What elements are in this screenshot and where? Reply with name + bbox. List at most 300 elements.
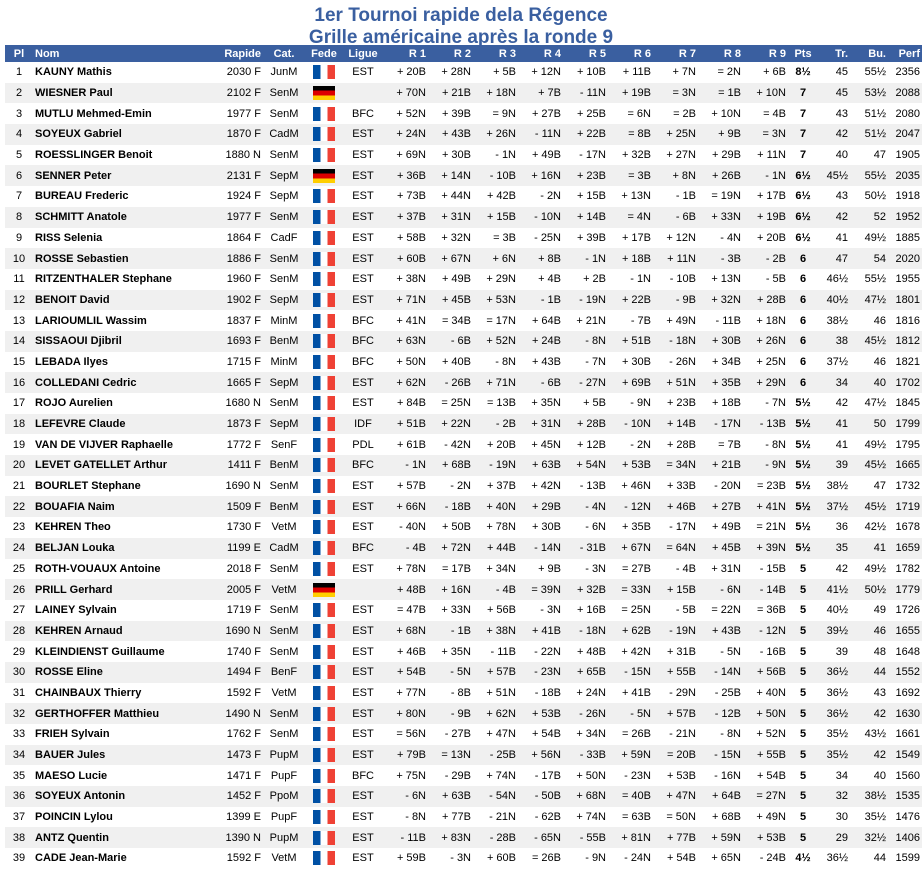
category-cell: SepM — [269, 169, 299, 182]
round-8-result: + 64B — [711, 790, 741, 803]
category-cell: SenM — [269, 397, 299, 410]
buchholz-cell: 45½ — [864, 500, 886, 513]
points-cell: 5 — [799, 686, 807, 699]
round-8-result: + 21B — [711, 459, 741, 472]
header-league[interactable]: Ligue — [348, 47, 378, 60]
round-2-result: + 28N — [441, 66, 471, 79]
performance-cell: 1599 — [895, 852, 920, 865]
table-row — [5, 724, 922, 745]
round-8-result: = 7B — [718, 438, 741, 451]
round-5-result: + 50N — [576, 769, 606, 782]
round-9-result: + 53B — [756, 831, 786, 844]
round-1-result: + 84B — [396, 397, 426, 410]
tiebreak-tr-cell: 36½ — [826, 852, 848, 865]
points-cell: 5 — [799, 604, 807, 617]
round-3-result: + 71N — [486, 376, 516, 389]
france-flag-icon — [313, 438, 335, 452]
points-cell: 5½ — [795, 418, 811, 431]
round-4-result: - 3N — [540, 604, 561, 617]
points-cell: 6½ — [795, 231, 811, 244]
round-9-result: + 25N — [756, 355, 786, 368]
tiebreak-tr-cell: 38 — [835, 335, 848, 348]
rating-cell: 1977 F — [226, 211, 261, 224]
table-row — [5, 228, 922, 249]
federation-cell — [305, 228, 343, 249]
header-rating[interactable]: Rapide — [224, 47, 261, 60]
player-name: PRILL Gerhard — [35, 583, 113, 596]
player-name: SENNER Peter — [35, 169, 112, 182]
table-row — [5, 290, 922, 311]
player-name: LEVET GATELLET Arthur — [35, 459, 167, 472]
table-row — [5, 476, 922, 497]
category-cell: MinM — [270, 355, 298, 368]
header-tiebreak-tr[interactable]: Tr. — [835, 47, 848, 60]
round-7-result: + 14B — [666, 418, 696, 431]
france-flag-icon — [313, 148, 335, 162]
category-cell: SenM — [269, 707, 299, 720]
round-7-result: + 28B — [666, 438, 696, 451]
league-cell: EST — [352, 604, 374, 617]
round-8-result: + 31N — [711, 562, 741, 575]
player-name: ROJO Aurelien — [35, 397, 113, 410]
tiebreak-tr-cell: 45½ — [826, 169, 848, 182]
round-1-result: + 73B — [396, 190, 426, 203]
place-cell: 30 — [12, 666, 26, 679]
round-3-result: - 19N — [489, 459, 516, 472]
round-6-result: - 7B — [630, 314, 651, 327]
round-7-result: + 12N — [666, 231, 696, 244]
category-cell: SenM — [269, 480, 299, 493]
header-round-5[interactable]: R 5 — [588, 47, 606, 60]
league-cell: PDL — [352, 438, 374, 451]
league-cell: EST — [352, 562, 374, 575]
france-flag-icon — [313, 107, 335, 121]
header-points[interactable]: Pts — [794, 47, 812, 60]
round-2-result: + 83N — [441, 831, 471, 844]
header-buchholz[interactable]: Bu. — [868, 47, 886, 60]
performance-cell: 1885 — [895, 231, 920, 244]
round-1-result: + 37B — [396, 211, 426, 224]
round-7-result: - 17N — [669, 521, 696, 534]
league-cell: BFC — [352, 459, 374, 472]
points-cell: 5½ — [795, 438, 811, 451]
round-4-result: + 27B — [531, 107, 561, 120]
league-cell: EST — [352, 707, 374, 720]
points-cell: 5 — [799, 749, 807, 762]
performance-cell: 1719 — [895, 500, 920, 513]
buchholz-cell: 45½ — [864, 335, 886, 348]
round-5-result: - 19N — [579, 293, 606, 306]
header-round-9[interactable]: R 9 — [768, 47, 786, 60]
table-row — [5, 207, 922, 228]
table-row — [5, 807, 922, 828]
round-7-result: + 57B — [666, 707, 696, 720]
round-6-result: = 27B — [621, 562, 651, 575]
france-flag-icon — [313, 645, 335, 659]
rating-cell: 1690 N — [225, 480, 261, 493]
round-6-result: = 63B — [621, 811, 651, 824]
player-name: GERTHOFFER Matthieu — [35, 707, 160, 720]
federation-cell — [305, 827, 343, 848]
buchholz-cell: 50½ — [864, 190, 886, 203]
round-8-result: + 26B — [711, 169, 741, 182]
federation-cell — [305, 393, 343, 414]
round-9-result: = 21N — [756, 521, 786, 534]
tiebreak-tr-cell: 42 — [835, 128, 848, 141]
round-8-result: = 22N — [711, 604, 741, 617]
category-cell: CadM — [269, 542, 299, 555]
player-name: BUREAU Frederic — [35, 190, 129, 203]
round-9-result: + 29N — [756, 376, 786, 389]
round-3-result: + 37B — [486, 480, 516, 493]
tiebreak-tr-cell: 32 — [835, 790, 848, 803]
header-round-3[interactable]: R 3 — [498, 47, 516, 60]
round-8-result: + 49B — [711, 521, 741, 534]
table-row — [5, 186, 922, 207]
france-flag-icon — [313, 293, 335, 307]
header-round-2[interactable]: R 2 — [453, 47, 471, 60]
standings-body — [5, 62, 922, 869]
tiebreak-tr-cell: 38½ — [826, 480, 848, 493]
round-5-result: + 22B — [576, 128, 606, 141]
tiebreak-tr-cell: 37½ — [826, 355, 848, 368]
round-4-result: + 45N — [531, 438, 561, 451]
player-name: SCHMITT Anatole — [35, 211, 127, 224]
tiebreak-tr-cell: 39 — [835, 645, 848, 658]
round-2-result: + 31N — [441, 211, 471, 224]
federation-cell — [305, 269, 343, 290]
player-name: ROSSE Eline — [35, 666, 103, 679]
round-1-result: + 41N — [396, 314, 426, 327]
federation-cell — [305, 455, 343, 476]
performance-cell: 1560 — [895, 769, 920, 782]
performance-cell: 1795 — [895, 438, 920, 451]
category-cell: SenM — [269, 562, 299, 575]
france-flag-icon — [313, 748, 335, 762]
france-flag-icon — [313, 789, 335, 803]
round-2-result: + 49B — [441, 273, 471, 286]
buchholz-cell: 55½ — [864, 66, 886, 79]
round-3-result: + 34N — [486, 562, 516, 575]
table-row — [5, 703, 922, 724]
performance-cell: 1476 — [895, 811, 920, 824]
place-cell: 37 — [12, 811, 26, 824]
league-cell: BFC — [352, 314, 374, 327]
category-cell: PupF — [270, 811, 298, 824]
federation-cell — [305, 310, 343, 331]
round-3-result: - 2B — [495, 418, 516, 431]
category-cell: BenF — [270, 666, 298, 679]
points-cell: 5½ — [795, 500, 811, 513]
round-9-result: - 5B — [765, 273, 786, 286]
round-1-result: + 46B — [396, 645, 426, 658]
place-cell: 3 — [15, 107, 23, 120]
round-5-result: - 6N — [585, 521, 606, 534]
points-cell: 7 — [799, 87, 807, 100]
header-federation[interactable]: Fede — [311, 47, 337, 60]
rating-cell: 2030 F — [226, 66, 261, 79]
player-name: FRIEH Sylvain — [35, 728, 110, 741]
round-8-result: - 17N — [714, 418, 741, 431]
performance-cell: 1692 — [895, 686, 920, 699]
round-3-result: = 9N — [492, 107, 516, 120]
round-9-result: = 36B — [756, 604, 786, 617]
performance-cell: 2088 — [895, 87, 920, 100]
round-6-result: = 26B — [621, 728, 651, 741]
round-5-result: + 15B — [576, 190, 606, 203]
header-round-1[interactable]: R 1 — [408, 47, 426, 60]
header-round-6[interactable]: R 6 — [633, 47, 651, 60]
buchholz-cell: 47 — [873, 149, 886, 162]
round-8-result: - 3B — [720, 252, 741, 265]
round-8-result: - 5N — [720, 645, 741, 658]
round-1-result: + 36B — [396, 169, 426, 182]
player-name: BELJAN Louka — [35, 542, 115, 555]
round-2-result: + 14N — [441, 169, 471, 182]
france-flag-icon — [313, 231, 335, 245]
performance-cell: 1812 — [895, 335, 920, 348]
performance-cell: 1549 — [895, 749, 920, 762]
round-7-result: + 7N — [672, 66, 696, 79]
round-2-result: + 40B — [441, 355, 471, 368]
player-name: COLLEDANI Cedric — [35, 376, 137, 389]
buchholz-cell: 42½ — [864, 521, 886, 534]
round-5-result: - 33B — [579, 749, 606, 762]
category-cell: PpoM — [269, 790, 299, 803]
player-name: LEFEVRE Claude — [35, 418, 126, 431]
header-name[interactable]: Nom — [35, 47, 60, 60]
points-cell: 6½ — [795, 169, 811, 182]
performance-cell: 1845 — [895, 397, 920, 410]
performance-cell: 2080 — [895, 107, 920, 120]
league-cell: BFC — [352, 335, 374, 348]
round-8-result: + 43B — [711, 624, 741, 637]
round-3-result: + 44B — [486, 542, 516, 555]
round-4-result: + 24B — [531, 335, 561, 348]
place-cell: 12 — [12, 293, 26, 306]
france-flag-icon — [313, 665, 335, 679]
round-6-result: + 51B — [621, 335, 651, 348]
table-row — [5, 641, 922, 662]
tiebreak-tr-cell: 39½ — [826, 624, 848, 637]
league-cell — [343, 579, 383, 600]
round-1-result: + 52N — [396, 107, 426, 120]
france-flag-icon — [313, 376, 335, 390]
points-cell: 5 — [799, 790, 807, 803]
round-2-result: + 68B — [441, 459, 471, 472]
performance-cell: 1648 — [895, 645, 920, 658]
round-7-result: = 50N — [666, 811, 696, 824]
france-flag-icon — [313, 831, 335, 845]
federation-cell — [305, 724, 343, 745]
player-name: LAINEY Sylvain — [35, 604, 117, 617]
round-5-result: + 24N — [576, 686, 606, 699]
round-5-result: - 8N — [585, 335, 606, 348]
rating-cell: 1592 F — [226, 852, 261, 865]
round-3-result: + 60B — [486, 852, 516, 865]
round-7-result: + 53B — [666, 769, 696, 782]
player-name: VAN DE VIJVER Raphaelle — [35, 438, 173, 451]
round-4-result: + 4B — [538, 273, 561, 286]
round-7-result: + 51N — [666, 376, 696, 389]
table-row — [5, 559, 922, 580]
round-9-result: = 3N — [762, 128, 786, 141]
table-row — [5, 310, 922, 331]
header-performance[interactable]: Perf — [898, 47, 920, 60]
points-cell: 5 — [799, 769, 807, 782]
place-cell: 20 — [12, 459, 26, 472]
round-2-result: - 8B — [450, 686, 471, 699]
rating-cell: 1886 F — [226, 252, 261, 265]
round-3-result: + 18N — [486, 87, 516, 100]
round-7-result: - 19N — [669, 624, 696, 637]
rating-cell: 1490 N — [225, 707, 261, 720]
league-cell: EST — [352, 480, 374, 493]
round-2-result: - 6B — [450, 335, 471, 348]
round-6-result: - 9N — [630, 397, 651, 410]
round-9-result: + 26N — [756, 335, 786, 348]
round-7-result: - 18N — [669, 335, 696, 348]
table-row — [5, 393, 922, 414]
round-7-result: + 49N — [666, 314, 696, 327]
round-2-result: + 77B — [441, 811, 471, 824]
table-row — [5, 786, 922, 807]
round-2-result: + 39B — [441, 107, 471, 120]
round-1-result: + 80N — [396, 707, 426, 720]
round-4-result: + 16N — [531, 169, 561, 182]
place-cell: 1 — [15, 66, 23, 79]
points-cell: 5 — [799, 624, 807, 637]
buchholz-cell: 49½ — [864, 231, 886, 244]
league-cell: EST — [352, 273, 374, 286]
round-8-result: - 4N — [720, 231, 741, 244]
round-5-result: + 10B — [576, 66, 606, 79]
round-9-result: - 13B — [759, 418, 786, 431]
tiebreak-tr-cell: 35 — [835, 542, 848, 555]
round-3-result: - 1N — [495, 149, 516, 162]
federation-cell — [305, 476, 343, 497]
round-8-result: - 16N — [714, 769, 741, 782]
performance-cell: 1779 — [895, 583, 920, 596]
round-3-result: + 5B — [493, 66, 516, 79]
round-4-result: - 50B — [534, 790, 561, 803]
round-2-result: - 18B — [444, 500, 471, 513]
round-9-result: + 20B — [756, 231, 786, 244]
league-cell: EST — [352, 852, 374, 865]
federation-cell — [305, 414, 343, 435]
place-cell: 18 — [12, 418, 26, 431]
round-9-result: + 6B — [763, 66, 786, 79]
header-round-4[interactable]: R 4 — [543, 47, 561, 60]
category-cell: SenM — [269, 624, 299, 637]
buchholz-cell: 46 — [873, 355, 886, 368]
round-7-result: - 4B — [675, 562, 696, 575]
points-cell: 5 — [799, 831, 807, 844]
round-2-result: + 35N — [441, 645, 471, 658]
round-2-result: = 25N — [441, 397, 471, 410]
performance-cell: 1406 — [895, 831, 920, 844]
category-cell: SepM — [269, 418, 299, 431]
round-4-result: + 30B — [531, 521, 561, 534]
performance-cell: 2356 — [895, 66, 920, 79]
buchholz-cell: 47½ — [864, 293, 886, 306]
performance-cell: 1655 — [895, 624, 920, 637]
round-9-result: = 4B — [763, 107, 786, 120]
table-row — [5, 600, 922, 621]
rating-cell: 2131 F — [226, 169, 261, 182]
france-flag-icon — [313, 603, 335, 617]
table-row — [5, 683, 922, 704]
category-cell: VetM — [271, 852, 297, 865]
place-cell: 21 — [12, 480, 26, 493]
round-6-result: + 41B — [621, 686, 651, 699]
germany-flag-icon — [313, 583, 335, 597]
rating-cell: 1902 F — [226, 293, 261, 306]
performance-cell: 1905 — [895, 149, 920, 162]
buchholz-cell: 55½ — [864, 273, 886, 286]
federation-cell — [305, 124, 343, 145]
round-6-result: + 19B — [621, 87, 651, 100]
player-name: SOYEUX Antonin — [35, 790, 126, 803]
league-cell — [343, 83, 383, 104]
category-cell: VetM — [271, 583, 297, 596]
round-1-result: - 4B — [405, 542, 426, 555]
round-4-result: - 1B — [540, 293, 561, 306]
header-round-7[interactable]: R 7 — [678, 47, 696, 60]
rating-cell: 1509 F — [226, 500, 261, 513]
rating-cell: 1471 F — [226, 769, 261, 782]
buchholz-cell: 42 — [873, 707, 886, 720]
place-cell: 35 — [12, 769, 26, 782]
buchholz-cell: 46 — [873, 314, 886, 327]
round-5-result: - 7N — [585, 355, 606, 368]
federation-cell — [305, 434, 343, 455]
france-flag-icon — [313, 727, 335, 741]
header-round-8[interactable]: R 8 — [723, 47, 741, 60]
table-row — [5, 517, 922, 538]
round-3-result: = 3B — [493, 231, 516, 244]
table-row — [5, 621, 922, 642]
category-cell: SenM — [269, 107, 299, 120]
round-9-result: + 17B — [756, 190, 786, 203]
round-2-result: + 30B — [441, 149, 471, 162]
round-4-result: + 49B — [531, 149, 561, 162]
header-category[interactable]: Cat. — [273, 47, 295, 60]
round-3-result: - 25B — [489, 749, 516, 762]
rating-cell: 1680 N — [225, 397, 261, 410]
rating-cell: 1399 E — [226, 811, 261, 824]
table-row — [5, 165, 922, 186]
rating-cell: 1693 F — [226, 335, 261, 348]
round-9-result: + 40N — [756, 686, 786, 699]
league-cell: EST — [352, 831, 374, 844]
league-cell: EST — [352, 521, 374, 534]
performance-cell: 1630 — [895, 707, 920, 720]
place-cell: 27 — [12, 604, 26, 617]
player-name: ROSSE Sebastien — [35, 252, 129, 265]
round-5-result: + 48B — [576, 645, 606, 658]
category-cell: JunM — [270, 66, 298, 79]
round-4-result: - 25N — [534, 231, 561, 244]
round-5-result: - 27N — [579, 376, 606, 389]
tiebreak-tr-cell: 35½ — [826, 749, 848, 762]
player-name: RISS Selenia — [35, 231, 103, 244]
federation-cell — [305, 331, 343, 352]
round-7-result: = 34N — [666, 459, 696, 472]
round-2-result: + 44N — [441, 190, 471, 203]
round-5-result: - 13B — [579, 480, 606, 493]
header-pl[interactable]: Pl — [13, 47, 25, 60]
